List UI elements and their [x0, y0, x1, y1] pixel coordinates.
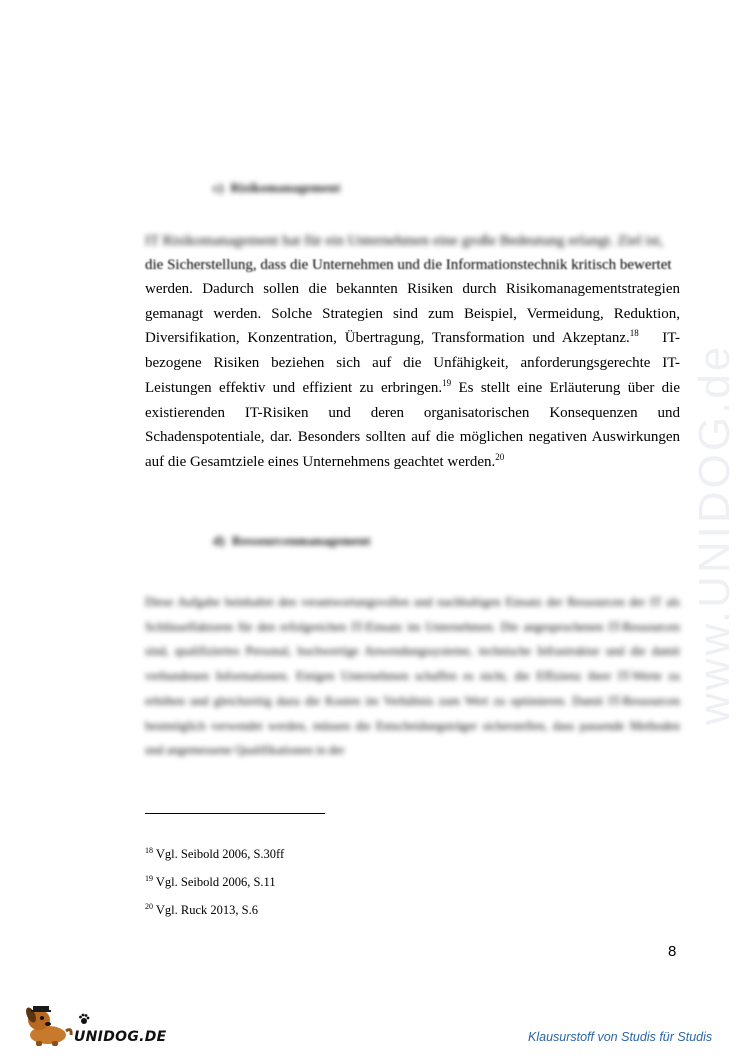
footnote-19	[145, 875, 276, 890]
footnote-ref-20: 20	[495, 451, 505, 462]
footnote-20	[145, 903, 258, 918]
page-number: 8	[668, 943, 677, 960]
footnote-separator	[145, 813, 325, 814]
footnote-number: 19	[145, 873, 153, 883]
unidog-logo	[22, 1003, 167, 1047]
footnote-ref-18: 18	[629, 328, 639, 339]
paragraph-resource-management: Diese Aufgabe beinhaltet den verantwortungsvollen und nachhaltigen Einsatz der Ressourcen der IT als Schlüsselfaktoren für den erfolgreichen IT-Einsatz im Unternehmen. Die angesprochenen IT-Ressourcen sind, qualifiziertes Personal, hochwertige Anwendungssysteme, technische Infrastruktur und die damit verbundenen Informationen. Einigen Unternehmen schaffen es nicht, die Effizienz ihrer IT-Werte zu erhöhen und gleichzeitig dazu die Kosten im Verhältnis zum Wert zu optimieren. Damit IT-Ressourcen bestmöglich verwendet werden, müssen die Entscheidungsträger sicherstellen, dass passende Methoden und angemessene Qualifikationen in der	[145, 595, 680, 758]
footnote-text: Vgl. Ruck 2013, S.6	[155, 903, 258, 917]
footnote-text: Vgl. Seibold 2006, S.11	[155, 875, 276, 889]
paragraph-text-3: Es stellt eine Erläuterung über die existierenden IT-Risiken und deren organisatorischen Konsequenzen und Schadenspotentiale, dar. Besonders sollten auf die möglichen negativen Auswirkungen auf die Gesamtziele eines Unternehmens geachtet werden.	[145, 379, 680, 470]
paragraph-risk-management	[145, 253, 680, 475]
footnote-ref-19: 19	[442, 377, 452, 388]
paragraph-text-1: werden. Dadurch sollen die bekannten Risiken durch Risikomanagementstrategien gemanagt werden. Solche Strategien sind zum Beispiel, Vermeidung, Reduktion, Diversifikation, Konzentration, Übertragung, Transformation und Akzeptanz.	[145, 281, 680, 347]
logo-wordmark: UNIDOG.DE	[74, 1029, 167, 1045]
footnote-number: 18	[145, 845, 153, 855]
watermark: www.UNIDOG.de	[690, 343, 739, 725]
footnote-text: Vgl. Seibold 2006, S.30ff	[155, 847, 285, 861]
paragraph-second-line: die Sicherstellung, dass die Unternehmen und die Informationstechnik kritisch bewertet	[145, 257, 672, 273]
footnote-18	[145, 847, 284, 862]
paragraph-text-2: IT-bezogene Risiken beziehen sich auf die Unfähigkeit, anforderungsgerechte IT-Leistungen effektiv und effizient zu erbringen.	[145, 330, 681, 396]
section-heading-resource-management: d) Ressourcenmanagement	[213, 533, 371, 548]
tagline: Klausurstoff von Studis für Studis	[528, 1030, 713, 1044]
paw-icon	[78, 1013, 90, 1025]
section-heading-risk-management: c) Risikomanagement	[213, 180, 341, 195]
footnote-number: 20	[145, 901, 153, 911]
dog-mascot-icon	[22, 1003, 74, 1047]
paragraph-first-line-blurred: IT Risikomanagement hat für ein Unternehmen eine große Bedeutung erlangt. Ziel ist,	[145, 233, 664, 249]
paragraph-body	[145, 277, 680, 475]
